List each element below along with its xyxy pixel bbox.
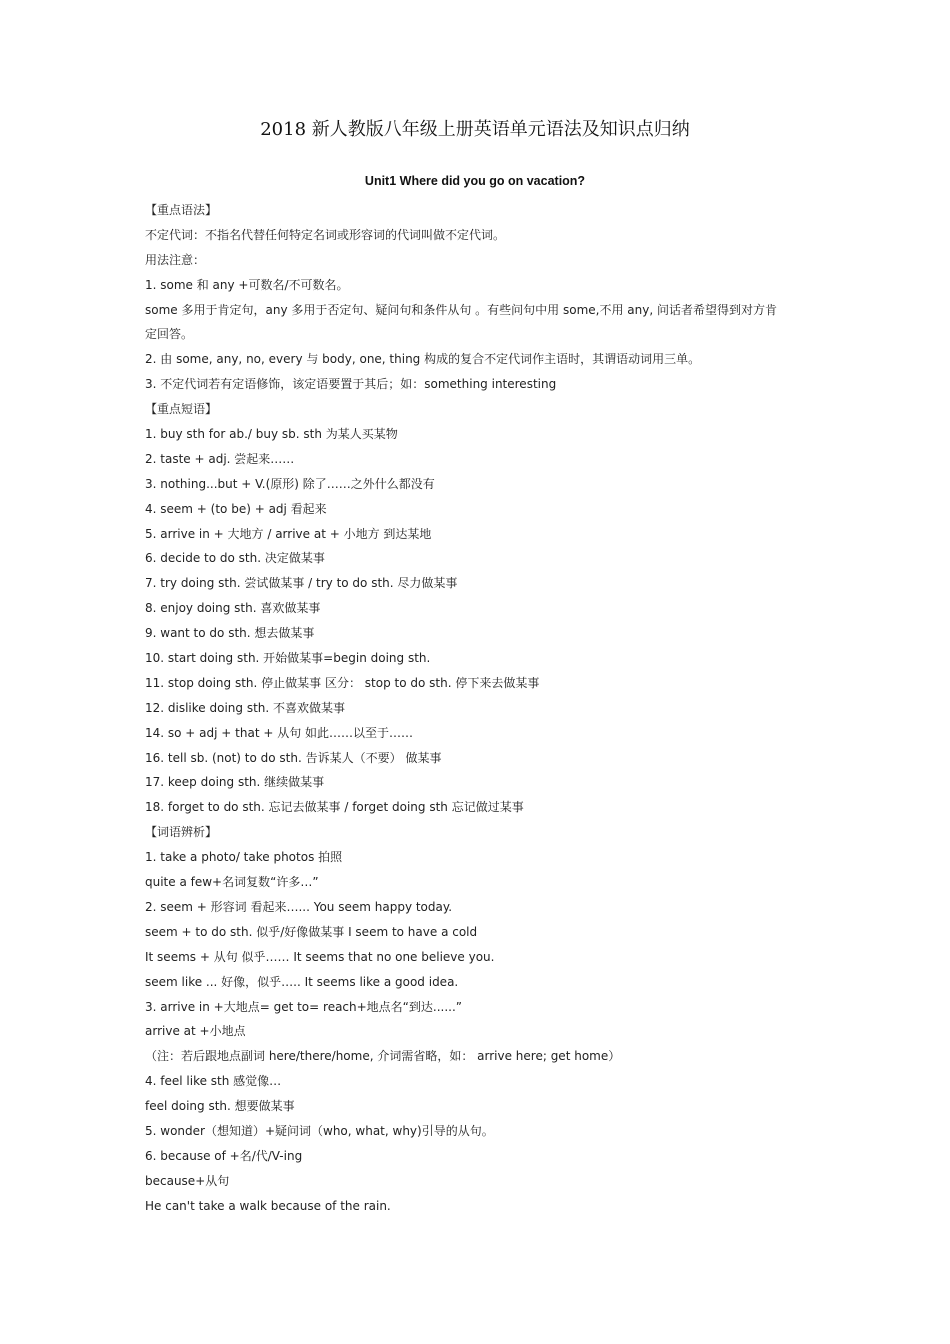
analysis-item: arrive at +小地点: [145, 1024, 246, 1039]
analysis-item: 5. wonder（想知道）+疑问词（who, what, why)引导的从句。: [145, 1123, 494, 1138]
phrase-item: 7. try doing sth. 尝试做某事 / try to do sth. 尽力做某事: [145, 576, 458, 591]
section-heading-grammar: 【重点语法】: [145, 203, 218, 217]
phrase-item: 4. seem + (to be) + adj 看起来: [145, 501, 327, 516]
text-line: 不定代词：不指名代替任何特定名词或形容词的代词叫做不定代词。: [145, 227, 506, 242]
text-line: 用法注意：: [145, 252, 206, 267]
phrase-item: 8. enjoy doing sth. 喜欢做某事: [145, 601, 321, 616]
phrase-item: 12. dislike doing sth. 不喜欢做某事: [145, 700, 346, 715]
text-line: 3. 不定代词若有定语修饰，该定语要置于其后；如：something interesting: [145, 377, 557, 392]
phrase-item: 9. want to do sth. 想去做某事: [145, 626, 315, 641]
text-line: 2. 由 some, any, no, every 与 body, one, thing 构成的复合不定代词作主语时，其谓语动词用三单。: [145, 352, 701, 367]
phrase-item: 14. so + adj + that + 从句 如此……以至于……: [145, 725, 414, 740]
phrase-item: 6. decide to do sth. 决定做某事: [145, 551, 325, 566]
section-heading-word-analysis: 【词语辨析】: [145, 825, 218, 840]
analysis-item: 4. feel like sth 感觉像…: [145, 1074, 282, 1089]
analysis-item: 2. seem + 形容词 看起来…... You seem happy today.: [145, 899, 453, 914]
phrase-item: 3. nothing...but + V.(原形) 除了……之外什么都没有: [145, 476, 435, 491]
text-line: 1. some 和 any +可数名/不可数名。: [145, 277, 349, 292]
analysis-item: It seems + 从句 似乎…… It seems that no one believe you.: [145, 949, 495, 964]
phrase-item: 5. arrive in + 大地方 / arrive at + 小地方 到达某地: [145, 526, 432, 541]
phrase-item: 1. buy sth for ab./ buy sb. sth 为某人买某物: [145, 427, 398, 442]
analysis-item: feel doing sth. 想要做某事: [145, 1099, 295, 1114]
analysis-item: quite a few+名词复数“许多…”: [145, 875, 319, 890]
document-title: 2018 新人教版八年级上册英语单元语法及知识点归纳: [260, 119, 690, 140]
phrase-item: 10. start doing sth. 开始做某事=begin doing sth.: [145, 651, 431, 666]
phrase-item: 16. tell sb. (not) to do sth. 告诉某人（不要） 做某事: [145, 750, 442, 765]
analysis-item: seem + to do sth. 似乎/好像做某事 I seem to have a cold: [145, 924, 478, 939]
analysis-item: because+从句: [145, 1173, 230, 1188]
phrase-item: 11. stop doing sth. 停止做某事 区分： stop to do sth. 停下来去做某事: [145, 675, 540, 690]
analysis-item: （注：若后跟地点副词 here/there/home, 介词需省略，如： arrive here; get home）: [145, 1049, 621, 1064]
unit-title: Unit1 Where did you go on vacation?: [364, 174, 586, 188]
analysis-item: seem like ... 好像，似乎….. It seems like a good idea.: [145, 974, 459, 989]
phrase-item: 17. keep doing sth. 继续做某事: [145, 775, 325, 790]
text-line: 定回答。: [145, 327, 194, 342]
phrase-item: 18. forget to do sth. 忘记去做某事 / forget doing sth 忘记做过某事: [145, 800, 524, 815]
analysis-item: 3. arrive in +大地点= get to= reach+地点名“到达......”: [145, 999, 463, 1014]
analysis-item: 1. take a photo/ take photos 拍照: [145, 850, 343, 865]
example-sentence: He can't take a walk because of the rain.: [145, 1198, 391, 1213]
analysis-item: 6. because of +名/代/V-ing: [145, 1148, 303, 1163]
phrase-item: 2. taste + adj. 尝起来……: [145, 451, 295, 466]
document-body: [145, 198, 810, 1219]
text-line: some 多用于肯定句，any 多用于否定句、疑问句和条件从句 。有些问句中用 some,不用 any, 问话者希望得到对方肯: [145, 302, 777, 317]
section-heading-phrases: 【重点短语】: [145, 402, 218, 417]
